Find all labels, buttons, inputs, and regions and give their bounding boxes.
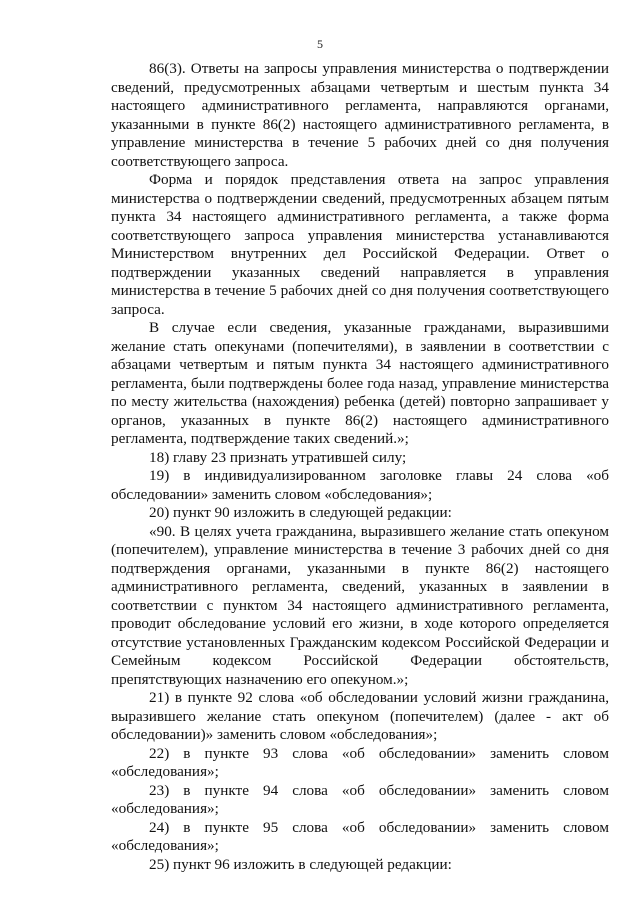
item-23: 23) в пункте 94 слова «об обследовании» заменить словом «обследования»;	[111, 781, 609, 817]
item-21: 21) в пункте 92 слова «об обследовании условий жизни гражданина, выразившего желание стать опекуном (попечителем) (далее - акт об обследовании)» заменить словом «обследования»;	[111, 689, 609, 743]
document-body	[111, 60, 609, 874]
item-18: 18) главу 23 признать утратившей силу;	[149, 448, 407, 466]
item-25: 25) пункт 96 изложить в следующей редакции:	[149, 855, 452, 873]
page-number: 5	[317, 37, 323, 51]
paragraph-response-form: Форма и порядок представления ответа на запрос управления министерства о подтверждении сведений, предусмотренных абзацем пятым пункта 34 настоящего административного регламента, а также форма соответствующего запроса управления министерства устанавливаются Министерством внутренних дел Российской Федерации. Ответ о подтверждении указанных сведений направляется в управления министерства в течение 5 рабочих дней со дня получения соответствующего запроса.	[111, 171, 609, 318]
paragraph-repeat-request: В случае если сведения, указанные гражданами, выразившими желание стать опекунами (попечителями), в заявлении в соответствии с абзацами четвертым и пятым пункта 34 настоящего административного регламента, были подтверждены более года назад, управление министерства по месту жительства (нахождения) ребенка (детей) повторно запрашивает у органов, указанных в пункте 86(2) настоящего административного регламента, подтверждение таких сведений.»;	[111, 319, 609, 447]
item-20: 20) пункт 90 изложить в следующей редакции:	[149, 504, 452, 521]
item-24: 24) в пункте 95 слова «об обследовании» заменить словом «обследования»;	[111, 818, 609, 854]
paragraph-90: «90. В целях учета гражданина, выразившего желание стать опекуном (попечителем), управление министерства в течение 3 рабочих дней со дня подтверждения органами, указанными в пункте 86(2) настоящего административного регламента, сведений, указанных в заявлении в соответствии с пунктом 34 настоящего административного регламента, проводит обследование условий его жизни, в ходе которого определяется отсутствие установленных Гражданским кодексом Российской Федерации и Семейным кодексом Российской Федерации обстоятельств, препятствующих назначению его опекуном.»;	[111, 522, 609, 688]
item-22: 22) в пункте 93 слова «об обследовании» заменить словом «обследования»;	[111, 744, 609, 780]
paragraph-86-3: 86(3). Ответы на запросы управления министерства о подтверждении сведений, предусмотренных абзацами четвертым и шестым пункта 34 настоящего административного регламента, направляются органами, указанными в пункте 86(2) настоящего административного регламента, в управление министерства в течение 5 рабочих дней со дня получения соответствующего запроса.	[111, 60, 609, 170]
item-19: 19) в индивидуализированном заголовке главы 24 слова «об обследовании» заменить словом «обследования»;	[111, 467, 609, 503]
